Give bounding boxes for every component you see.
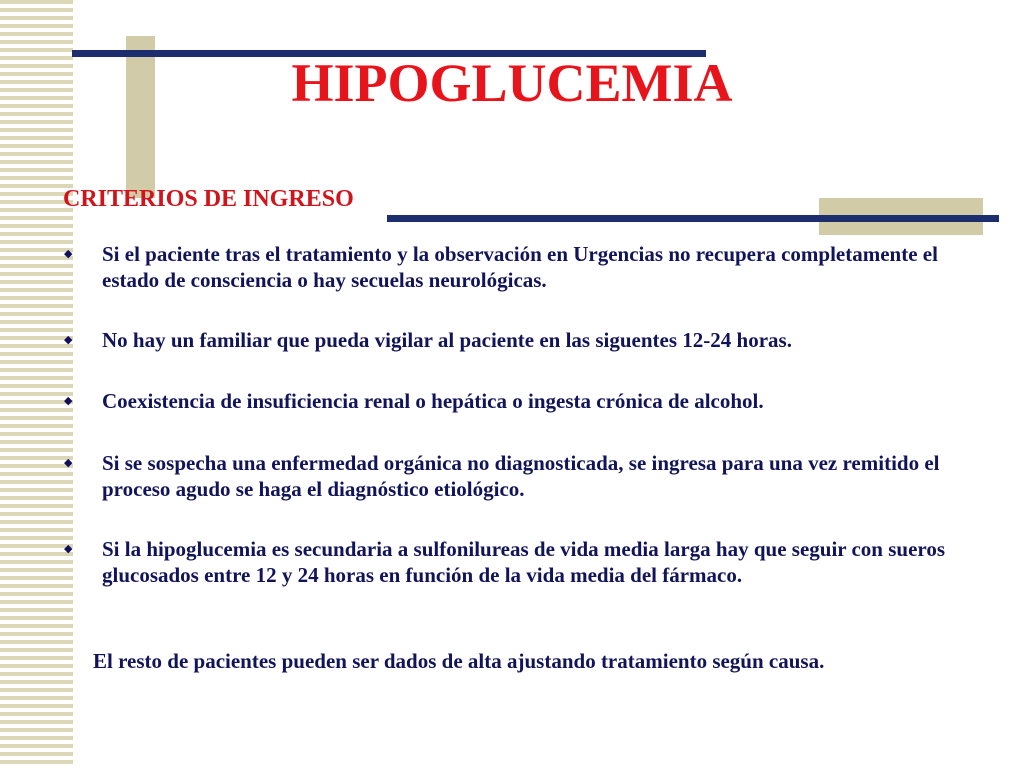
list-item-text: Si se sospecha una enfermedad orgánica no diagnosticada, se ingresa para una vez remitido el proceso agudo se haga el diagnóstico etiológico. <box>102 451 940 501</box>
striped-left-border <box>0 0 73 768</box>
diamond-bullet-icon: ◆ <box>64 543 73 555</box>
slide-title: HIPOGLUCEMIA <box>291 53 733 113</box>
subtitle-rule-line <box>387 215 999 222</box>
list-item <box>63 450 968 502</box>
list-item <box>63 241 968 293</box>
diamond-bullet-icon: ◆ <box>64 395 73 407</box>
closing-note: El resto de pacientes pueden ser dados de alta ajustando tratamiento según causa. <box>93 649 825 673</box>
diamond-bullet-icon: ◆ <box>64 334 73 346</box>
slide-subtitle: CRITERIOS DE INGRESO <box>63 186 354 212</box>
list-item <box>63 536 968 588</box>
list-item <box>63 388 968 414</box>
list-item-text: Si la hipoglucemia es secundaria a sulfonilureas de vida media larga hay que seguir con sueros glucosados entre 12 y 24 horas en función de la vida media del fármaco. <box>102 537 946 587</box>
list-item-text: Coexistencia de insuficiencia renal o hepática o ingesta crónica de alcohol. <box>102 389 764 413</box>
list-item-text: Si el paciente tras el tratamiento y la observación en Urgencias no recupera completamente el estado de consciencia o hay secuelas neurológicas. <box>102 242 938 292</box>
list-item-text: No hay un familiar que pueda vigilar al paciente en las siguentes 12-24 horas. <box>102 328 792 352</box>
diamond-bullet-icon: ◆ <box>64 248 73 260</box>
diamond-bullet-icon: ◆ <box>64 457 73 469</box>
list-item <box>63 327 968 353</box>
